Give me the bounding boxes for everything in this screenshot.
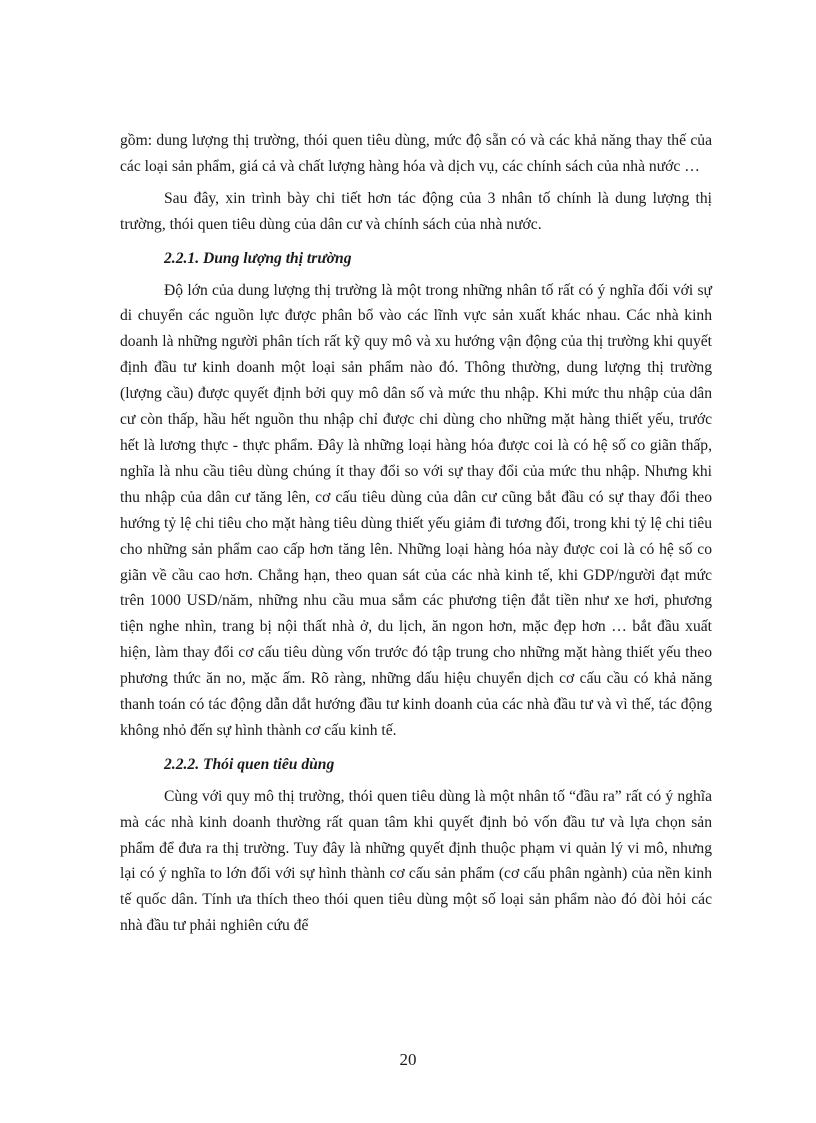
- paragraph-market-capacity: Độ lớn của dung lượng thị trường là một trong những nhân tố rất có ý nghĩa đối với sự di chuyển các nguồn lực được phân bổ vào các lĩnh vực sản xuất khác nhau. Các nhà kinh doanh là những người phân tích rất kỹ quy mô và xu hướng vận động của thị trường khi quyết định đầu tư kinh doanh một loại sản phẩm nào đó. Thông thường, dung lượng thị trường (lượng cầu) được quyết định bởi quy mô dân số và mức thu nhập. Khi mức thu nhập của dân cư còn thấp, hầu hết nguồn thu nhập chỉ được chi dùng cho những mặt hàng thiết yếu, trước hết là lương thực - thực phẩm. Đây là những loại hàng hóa được coi là có hệ số co giãn thấp, nghĩa là nhu cầu tiêu dùng chúng ít thay đổi so với sự thay đổi của mức thu nhập. Nhưng khi thu nhập của dân cư tăng lên, cơ cấu tiêu dùng của dân cư cũng bắt đầu có sự thay đổi theo hướng tỷ lệ chi tiêu cho mặt hàng tiêu dùng thiết yếu giảm đi tương đối, trong khi tỷ lệ chi tiêu cho những sản phẩm cao cấp hơn tăng lên. Những loại hàng hóa này được coi là có hệ số co giãn về cầu cao hơn. Chẳng hạn, theo quan sát của các nhà kinh tế, khi GDP/người đạt mức trên 1000 USD/năm, những nhu cầu mua sắm các phương tiện đắt tiền như xe hơi, phương tiện nghe nhìn, trang bị nội thất nhà ở, du lịch, ăn ngon hơn, mặc đẹp hơn … bắt đầu xuất hiện, làm thay đổi cơ cấu tiêu dùng vốn trước đó tập trung cho những mặt hàng thiết yếu theo phương thức ăn no, mặc ấm. Rõ ràng, những dấu hiệu chuyển dịch cơ cấu cầu có khả năng thanh toán có tác động dẫn dắt hướng đầu tư kinh doanh của các nhà đầu tư và vì thế, tác động không nhỏ đến sự hình thành cơ cấu kinh tế.: [120, 281, 712, 739]
- paragraph-overview: Sau đây, xin trình bày chi tiết hơn tác động của 3 nhân tố chính là dung lượng thị trường, thói quen tiêu dùng của dân cư và chính sách của nhà nước.: [120, 189, 712, 233]
- page-number: 20: [399, 1050, 417, 1069]
- paragraph-consumption-habits: Cùng với quy mô thị trường, thói quen tiêu dùng là một nhân tố “đầu ra” rất có ý nghĩa mà các nhà kinh doanh thường rất quan tâm khi quyết định bỏ vốn đầu tư và lựa chọn sản phẩm để đưa ra thị trường. Tuy đây là những quyết định thuộc phạm vi quản lý vi mô, nhưng lại có ý nghĩa to lớn đối với sự hình thành cơ cấu sản phẩm (cơ cấu phân ngành) của nền kinh tế quốc dân. Tính ưa thích theo thói quen tiêu dùng một số loại sản phẩm nào đó đòi hỏi các nhà đầu tư phải nghiên cứu để: [120, 787, 712, 935]
- page-body: [120, 128, 712, 939]
- section-heading-market-capacity: 2.2.1. Dung lượng thị trường: [164, 249, 352, 267]
- section-heading-consumption-habits: 2.2.2. Thói quen tiêu dùng: [164, 755, 335, 773]
- paragraph-intro-continuation: gồm: dung lượng thị trường, thói quen tiêu dùng, mức độ sẵn có và các khả năng thay thế của các loại sản phẩm, giá cả và chất lượng hàng hóa và dịch vụ, các chính sách của nhà nước …: [120, 132, 712, 175]
